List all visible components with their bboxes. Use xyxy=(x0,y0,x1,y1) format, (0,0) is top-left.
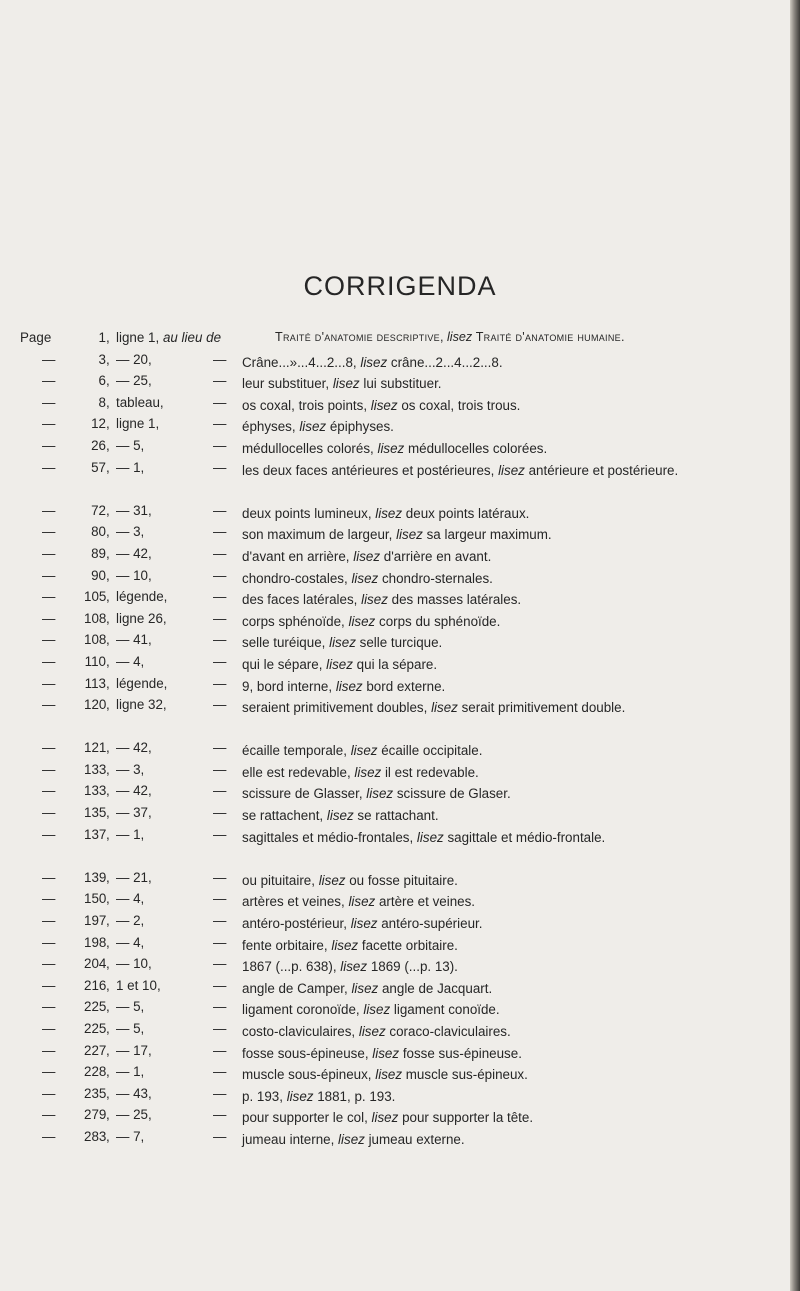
ditto-mark: — xyxy=(213,416,227,432)
lisez-word: lisez xyxy=(338,1131,365,1147)
ditto-mark: — xyxy=(213,1064,227,1080)
lisez-word: lisez xyxy=(375,1067,403,1083)
line-ref: — 10, xyxy=(116,567,152,583)
lisez-word: lisez xyxy=(326,808,354,824)
correct-text: épiphyses. xyxy=(329,419,394,435)
wrong-text: ou pituitaire xyxy=(242,872,312,888)
corrigenda-row: — 135 , — 37, — se rattachent, lisez se rattachant. xyxy=(42,805,439,824)
ditto-mark: — xyxy=(42,545,56,561)
page-number: 90 xyxy=(91,567,106,583)
ditto-mark: — xyxy=(213,977,227,993)
wrong-text: 9, bord interne xyxy=(242,678,329,694)
page-edge xyxy=(790,0,800,1291)
ditto-mark: — xyxy=(213,783,227,799)
lisez-word: lisez xyxy=(299,419,327,435)
correct-text: écaille occipitale. xyxy=(381,743,483,759)
line-ref: 1 et 10, xyxy=(116,977,161,993)
corrigenda-row: — 121 , — 42, — écaille temporale, lisez écaille occipitale. xyxy=(42,740,483,759)
page-number: 197 xyxy=(84,913,107,929)
line-label: ligne xyxy=(116,330,145,345)
corrigenda-row: — 279 , — 25, — pour supporter le col, lisez pour supporter la tête. xyxy=(42,1107,534,1126)
correct-text: os coxal, trois trous. xyxy=(401,397,521,413)
ditto-mark: — xyxy=(42,697,56,713)
ditto-mark: — xyxy=(213,632,227,648)
lisez-word: lisez xyxy=(351,570,379,586)
wrong-text: pour supporter le col xyxy=(242,1110,365,1126)
wrong-text: médullocelles colorés xyxy=(242,440,371,456)
wrong-text: jumeau interne xyxy=(242,1131,331,1147)
line-ref: — 2, xyxy=(116,913,145,929)
line-ref: — 20, xyxy=(116,351,152,367)
ditto-mark: — xyxy=(213,459,227,475)
correct-text: muscle sus-épineux. xyxy=(405,1067,528,1083)
ditto-mark: — xyxy=(42,826,56,842)
ditto-mark: — xyxy=(213,891,227,907)
correct-text: 1869 (...p. 13). xyxy=(370,959,458,975)
wrong-text: chondro-costales xyxy=(242,570,344,586)
line-ref: légende, xyxy=(116,589,168,605)
ditto-mark: — xyxy=(42,1085,56,1101)
lisez-word: lisez xyxy=(326,656,353,672)
correct-text: chondro-sternales. xyxy=(381,570,493,586)
au-lieu-de: au lieu de xyxy=(162,330,222,345)
ditto-mark: — xyxy=(213,805,227,821)
line-ref: — 41, xyxy=(116,632,152,648)
line-ref: ligne 32, xyxy=(116,697,167,713)
page-number: 3 xyxy=(98,351,106,367)
line-ref: — 7, xyxy=(116,1128,145,1144)
ditto-mark: — xyxy=(42,1107,56,1123)
lisez-word: lisez xyxy=(371,1110,399,1126)
lisez-word: lisez xyxy=(360,354,388,370)
page-number: 1 xyxy=(98,330,106,345)
ditto-mark: — xyxy=(213,934,227,950)
ditto-mark: — xyxy=(42,437,56,453)
lisez-word: lisez xyxy=(348,613,376,629)
ditto-mark: — xyxy=(213,1128,227,1144)
corrigenda-row: — 227 , — 17, — fosse sous-épineuse, lisez fosse sus-épineuse. xyxy=(42,1042,522,1061)
wrong-text: d'avant en arrière xyxy=(242,548,346,564)
line-ref: — 3, xyxy=(116,524,145,540)
wrong-text: les deux faces antérieures et postérieures xyxy=(242,462,491,478)
ditto-mark: — xyxy=(42,502,56,518)
page-number: 12 xyxy=(91,416,106,432)
ditto-mark: — xyxy=(213,351,227,367)
correct-text: facette orbitaire. xyxy=(361,937,458,953)
ditto-mark: — xyxy=(42,934,56,950)
ditto-mark: — xyxy=(42,999,56,1015)
ditto-mark: — xyxy=(42,459,56,475)
wrong-text: 1867 (...p. 638) xyxy=(242,959,333,975)
lisez-word: lisez xyxy=(350,743,378,759)
page-number: 227 xyxy=(84,1042,107,1058)
wrong-text: angle de Camper xyxy=(242,980,344,996)
correct-text: angle de Jacquart. xyxy=(381,980,493,996)
corrigenda-row: — 108 , — 41, — selle turéique, lisez selle turcique. xyxy=(42,632,443,651)
page-number: 283 xyxy=(84,1128,107,1144)
line-ref: légende, xyxy=(116,675,168,691)
wrong-text: selle turéique xyxy=(242,635,322,651)
page-number: 228 xyxy=(84,1064,107,1080)
page-number: 150 xyxy=(84,891,107,907)
wrong-text: leur substituer xyxy=(242,376,326,392)
lisez-word: lisez xyxy=(348,894,376,910)
page-number: 225 xyxy=(84,999,107,1015)
line-ref: — 3, xyxy=(116,761,145,777)
wrong-text: sagittales et médio-frontales xyxy=(242,829,410,845)
correct-text: corps du sphénoïde. xyxy=(379,613,501,629)
line-ref: — 4, xyxy=(116,891,145,907)
wrong-text: deux points lumineux xyxy=(242,505,368,521)
ditto-mark: — xyxy=(42,1042,56,1058)
lisez-word: lisez xyxy=(498,462,525,478)
ditto-mark: — xyxy=(42,373,56,389)
line-ref: — 1, xyxy=(116,826,145,842)
corrigenda-row: — 90 , — 10, — chondro-costales, lisez chondro-sternales. xyxy=(42,567,493,586)
line-ref: — 5, xyxy=(116,437,145,453)
corrigenda-header-row: Page 1 , ligne 1, au lieu de Traité d'anatomie descriptive, lisez Traité d'anatomie humaine. xyxy=(20,330,625,345)
wrong-text: antéro-postérieur xyxy=(242,916,344,932)
corrigenda-row: — 216 , 1 et 10, — angle de Camper, lisez angle de Jacquart. xyxy=(42,977,493,996)
ditto-mark: — xyxy=(42,394,56,410)
ditto-mark: — xyxy=(42,589,56,605)
ditto-mark: — xyxy=(42,567,56,583)
wrong-text: fosse sous-épineuse xyxy=(242,1045,365,1061)
wrong-text: ligament coronoïde xyxy=(242,1002,356,1018)
page-number: 133 xyxy=(84,761,107,777)
page-number: 80 xyxy=(91,524,106,540)
ditto-mark: — xyxy=(42,761,56,777)
line-ref: — 4, xyxy=(116,653,145,669)
ditto-mark: — xyxy=(213,1042,227,1058)
ditto-mark: — xyxy=(42,1128,56,1144)
ditto-mark: — xyxy=(213,869,227,885)
line-ref: — 4, xyxy=(116,934,145,950)
ditto-mark: — xyxy=(213,1085,227,1101)
ditto-mark: — xyxy=(213,956,227,972)
line-ref: — 5, xyxy=(116,999,145,1015)
ditto-mark: — xyxy=(42,653,56,669)
correct-text: sa largeur maximum. xyxy=(426,527,552,543)
ditto-mark: — xyxy=(42,913,56,929)
correct-text: serait primitivement double. xyxy=(461,700,626,716)
ditto-mark: — xyxy=(213,826,227,842)
line-ref: — 17, xyxy=(116,1042,152,1058)
page-title: CORRIGENDA xyxy=(303,271,497,301)
ditto-mark: — xyxy=(42,610,56,626)
correct-text: des masses latérales. xyxy=(391,592,522,608)
correct-text: sagittale et médio-frontale. xyxy=(447,829,606,845)
lisez-word: lisez xyxy=(366,786,394,802)
wrong-text: scissure de Glasser xyxy=(242,786,359,802)
correct-text: artère et veines. xyxy=(378,894,476,910)
ditto-mark: — xyxy=(213,653,227,669)
page-number: 72 xyxy=(91,502,106,518)
page-number: 139 xyxy=(84,869,107,885)
wrong-text: seraient primitivement doubles xyxy=(242,700,424,716)
correct-text: jumeau externe. xyxy=(368,1131,465,1147)
correct-text: selle turcique. xyxy=(359,635,443,651)
lisez-word: lisez xyxy=(372,1045,400,1061)
corrigenda-row: — 26 , — 5, — médullocelles colorés, lisez médullocelles colorées. xyxy=(42,437,548,456)
wrong-text: Crâne...»...4...2...8 xyxy=(242,354,353,370)
line-ref: ligne 1, xyxy=(116,416,160,432)
ditto-mark: — xyxy=(42,1021,56,1036)
page-number: 225 xyxy=(84,1021,107,1036)
ditto-mark: — xyxy=(42,805,56,821)
correct-text: lui substituer. xyxy=(363,376,442,392)
line-ref: — 5, xyxy=(116,1021,145,1036)
correct-text: il est redevable. xyxy=(384,764,479,780)
page-number: 89 xyxy=(91,545,106,561)
correct-text: scissure de Glaser. xyxy=(396,786,511,802)
lisez-word: lisez xyxy=(331,937,359,953)
ditto-mark: — xyxy=(213,437,227,453)
corrigenda-row: — 12 , ligne 1, — éphyses, lisez épiphyses. xyxy=(42,416,394,435)
ditto-mark: — xyxy=(213,394,227,410)
page-number: 8 xyxy=(98,394,106,410)
corrigenda-row: — 228 , — 1, — muscle sous-épineux, lisez muscle sus-épineux. xyxy=(42,1064,528,1083)
corrigenda-row: — 150 , — 4, — artères et veines, lisez artère et veines. xyxy=(42,891,476,910)
line-ref: — 25, xyxy=(116,373,152,389)
page-number: 135 xyxy=(84,805,107,821)
line-ref: — 10, xyxy=(116,956,152,972)
lisez-word: lisez xyxy=(377,440,405,456)
ditto-mark: — xyxy=(42,1064,56,1080)
page-number: 108 xyxy=(84,610,107,626)
lisez-word: lisez xyxy=(335,678,363,694)
line-ref: — 37, xyxy=(116,805,152,821)
wrong-text: qui le sépare xyxy=(242,656,319,672)
corrigenda-row: — 225 , — 5, — costo-claviculaires, lisez coraco-claviculaires. xyxy=(42,1021,511,1039)
corrigenda-row: — 133 , — 3, — elle est redevable, lisez il est redevable. xyxy=(42,761,479,780)
page-number: 235 xyxy=(84,1085,107,1101)
ditto-mark: — xyxy=(42,956,56,972)
lisez-word: lisez xyxy=(340,959,368,975)
corrigenda-row: — 6 , — 25, — leur substituer, lisez lui substituer. xyxy=(42,373,442,392)
ditto-mark: — xyxy=(213,697,227,713)
correct-text: antéro-supérieur. xyxy=(381,916,483,932)
page-number: 137 xyxy=(84,826,107,842)
corrigenda-row: — 225 , — 5, — ligament coronoïde, lisez ligament conoïde. xyxy=(42,999,500,1018)
correct-text: coraco-claviculaires. xyxy=(389,1024,511,1039)
correct-text: médullocelles colorées. xyxy=(408,440,548,456)
wrong-text: se rattachent xyxy=(242,808,320,824)
correct-text: Traité d'anatomie humaine. xyxy=(475,330,625,344)
ditto-mark: — xyxy=(42,675,56,691)
wrong-text: artères et veines xyxy=(242,894,341,910)
line-ref: — 42, xyxy=(116,783,152,799)
ditto-mark: — xyxy=(213,740,227,756)
lisez-word: lisez xyxy=(370,397,398,413)
lisez-word: lisez xyxy=(329,635,356,651)
wrong-text: costo-claviculaires xyxy=(242,1024,352,1039)
wrong-text: elle est redevable xyxy=(242,764,347,780)
corrigenda-row: — 57 , — 1, — les deux faces antérieures et postérieures, lisez antérieure et postérieure. xyxy=(42,459,679,478)
wrong-text: des faces latérales xyxy=(242,592,354,608)
ditto-mark: — xyxy=(42,416,56,432)
corrigenda-row: — 197 , — 2, — antéro-postérieur, lisez antéro-supérieur. xyxy=(42,913,483,932)
ditto-mark: — xyxy=(213,1107,227,1123)
ditto-mark: — xyxy=(213,1021,227,1036)
lisez-word: lisez xyxy=(358,1024,386,1039)
corrigenda-row: — 137 , — 1, — sagittales et médio-frontales, lisez sagittale et médio-frontale. xyxy=(42,826,606,845)
ditto-mark: — xyxy=(213,545,227,561)
ditto-mark: — xyxy=(42,869,56,885)
lisez-word: lisez xyxy=(363,1002,391,1018)
wrong-text: son maximum de largeur xyxy=(242,527,389,543)
lisez-word: lisez xyxy=(361,592,388,608)
lisez-word: lisez xyxy=(350,916,378,932)
page-word: Page xyxy=(20,330,52,345)
corrigenda-row: — 235 , — 43, — p. 193, lisez 1881, p. 193. xyxy=(42,1085,396,1104)
correct-text: ou fosse pituitaire. xyxy=(349,872,458,888)
corrigenda-row: — 198 , — 4, — fente orbitaire, lisez facette orbitaire. xyxy=(42,934,458,953)
correct-text: se rattachant. xyxy=(357,808,439,824)
correct-text: 1881, p. 193. xyxy=(317,1088,396,1104)
wrong-text: Traité d'anatomie descriptive xyxy=(275,330,440,344)
ditto-mark: — xyxy=(213,999,227,1015)
line-ref: — 42, xyxy=(116,740,152,756)
page-number: 121 xyxy=(84,740,107,756)
page-number: 105 xyxy=(84,589,107,605)
line-ref: — 1, xyxy=(116,1064,145,1080)
correct-text: antérieure et postérieure. xyxy=(528,462,679,478)
line-ref: — 1, xyxy=(116,459,145,475)
page-number: 204 xyxy=(84,956,107,972)
corrigenda-row: — 283 , — 7, — jumeau interne, lisez jumeau externe. xyxy=(42,1128,465,1147)
wrong-text: corps sphénoïde xyxy=(242,613,342,629)
correct-text: fosse sus-épineuse. xyxy=(402,1045,522,1061)
corrigenda-row: — 120 , ligne 32, — seraient primitivement doubles, lisez serait primitivement double. xyxy=(42,697,626,716)
ditto-mark: — xyxy=(213,524,227,540)
wrong-text: fente orbitaire xyxy=(242,937,324,953)
page-number: 198 xyxy=(84,934,107,950)
ditto-mark: — xyxy=(213,761,227,777)
wrong-text: os coxal, trois points xyxy=(242,397,364,413)
corrigenda-row: — 113 , légende, — 9, bord interne, lisez bord externe. xyxy=(42,675,446,694)
page-number: 57 xyxy=(91,459,106,475)
corrigenda-row: — 110 , — 4, — qui le sépare, lisez qui la sépare. xyxy=(42,653,438,672)
correct-text: ligament conoïde. xyxy=(393,1002,500,1018)
corrigenda-row: — 3 , — 20, — Crâne...»...4...2...8, lisez crâne...2...4...2...8. xyxy=(42,351,503,370)
page-number: 279 xyxy=(84,1107,107,1123)
lisez-word: lisez xyxy=(332,376,360,392)
lisez-word: lisez xyxy=(416,829,444,845)
lisez-word: lisez xyxy=(396,527,423,543)
correct-text: pour supporter la tête. xyxy=(402,1110,534,1126)
corrigenda-row: — 139 , — 21, — ou pituitaire, lisez ou fosse pituitaire. xyxy=(42,869,458,888)
line-number: 1 xyxy=(148,330,156,345)
ditto-mark: — xyxy=(42,891,56,907)
ditto-mark: — xyxy=(42,740,56,756)
page-number: 26 xyxy=(91,437,106,453)
lisez-word: lisez xyxy=(318,872,346,888)
ditto-mark: — xyxy=(42,977,56,993)
ditto-mark: — xyxy=(213,373,227,389)
lisez-word: lisez xyxy=(446,330,473,344)
ditto-mark: — xyxy=(213,502,227,518)
wrong-text: éphyses xyxy=(242,419,292,435)
correct-text: deux points latéraux. xyxy=(405,505,530,521)
ditto-mark: — xyxy=(213,610,227,626)
page-number: 108 xyxy=(84,632,107,648)
corrigenda-row: — 105 , légende, — des faces latérales, lisez des masses latérales. xyxy=(42,589,522,608)
ditto-mark: — xyxy=(213,567,227,583)
wrong-text: écaille temporale xyxy=(242,743,344,759)
page-number: 110 xyxy=(84,653,106,669)
page-number: 113 xyxy=(84,675,106,691)
ditto-mark: — xyxy=(42,783,56,799)
lisez-word: lisez xyxy=(375,505,403,521)
page-number: 6 xyxy=(98,373,106,389)
corrigenda-row: — 89 , — 42, — d'avant en arrière, lisez d'arrière en avant. xyxy=(42,545,492,564)
line-ref: — 21, xyxy=(116,869,152,885)
correct-text: bord externe. xyxy=(366,678,446,694)
ditto-mark: — xyxy=(42,632,56,648)
line-ref: — 31, xyxy=(116,502,152,518)
corrigenda-row: — 80 , — 3, — son maximum de largeur, lisez sa largeur maximum. xyxy=(42,524,552,543)
lisez-word: lisez xyxy=(351,980,379,996)
ditto-mark: — xyxy=(213,589,227,605)
corrigenda-row: — 204 , — 10, — 1867 (...p. 638), lisez 1869 (...p. 13). xyxy=(42,956,458,975)
corrigenda-row: — 133 , — 42, — scissure de Glasser, lisez scissure de Glaser. xyxy=(42,783,511,802)
line-ref: — 25, xyxy=(116,1107,152,1123)
corrigenda-row: — 8 , tableau, — os coxal, trois points, lisez os coxal, trois trous. xyxy=(42,394,521,413)
corrigenda-row: — 72 , — 31, — deux points lumineux, lisez deux points latéraux. xyxy=(42,502,530,521)
correct-text: qui la sépare. xyxy=(356,656,438,672)
line-ref: — 43, xyxy=(116,1085,152,1101)
page-number: 133 xyxy=(84,783,107,799)
ditto-mark: — xyxy=(213,675,227,691)
line-ref: — 42, xyxy=(116,545,152,561)
ditto-mark: — xyxy=(42,524,56,540)
lisez-word: lisez xyxy=(286,1088,314,1104)
wrong-text: muscle sous-épineux xyxy=(242,1067,368,1083)
line-ref: tableau, xyxy=(116,394,164,410)
lisez-word: lisez xyxy=(353,548,381,564)
line-ref: ligne 26, xyxy=(116,610,167,626)
ditto-mark: — xyxy=(213,913,227,929)
lisez-word: lisez xyxy=(354,764,382,780)
page-number: 120 xyxy=(84,697,107,713)
page-number: 216 xyxy=(84,977,107,993)
ditto-mark: — xyxy=(42,351,56,367)
corrigenda-row: — 108 , ligne 26, — corps sphénoïde, lisez corps du sphénoïde. xyxy=(42,610,501,629)
corrigenda-list xyxy=(0,330,790,1151)
correct-text: d'arrière en avant. xyxy=(383,548,492,564)
wrong-text: p. 193 xyxy=(242,1088,280,1104)
lisez-word: lisez xyxy=(431,700,458,716)
correct-text: crâne...2...4...2...8. xyxy=(390,354,503,370)
